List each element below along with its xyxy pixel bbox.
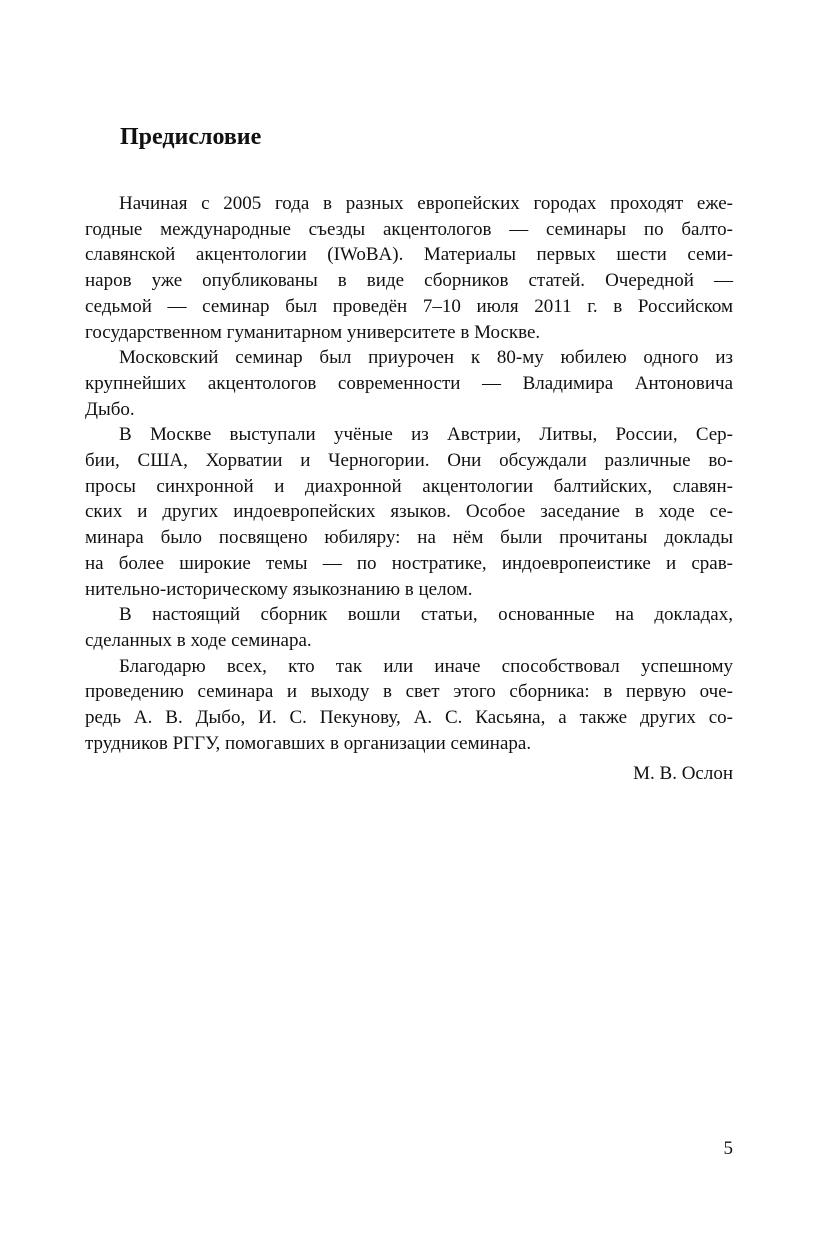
text-line: минара было посвящено юбиляру: на нём были прочитаны доклады — [85, 527, 733, 549]
paragraph-4 — [85, 602, 733, 653]
text-line: проведению семинара и выходу в свет этого сборника: в первую оче- — [85, 681, 733, 703]
paragraph-2 — [85, 345, 733, 422]
text-line: ских и других индоевропейских языков. Особое заседание в ходе се- — [85, 501, 733, 523]
preface-body — [85, 191, 733, 756]
text-line: седьмой — семинар был проведён 7–10 июля 2011 г. в Российском — [85, 295, 733, 317]
text-line: нительно-историческому языкознанию в целом. — [85, 578, 473, 600]
text-line: государственном гуманитарном университете в Москве. — [85, 321, 541, 343]
text-line: крупнейших акцентологов современности — Владимира Антоновича — [85, 372, 733, 394]
text-line: трудников РГГУ, помогавших в организации семинара. — [85, 732, 532, 754]
page-number: 5 — [723, 1138, 733, 1159]
text-line: наров уже опубликованы в виде сборников статей. Очередной — — [85, 270, 733, 292]
author-signature: М. В. Ослон — [633, 763, 733, 784]
text-line: просы синхронной и диахронной акцентологии балтийских, славян- — [85, 475, 733, 497]
paragraph-5 — [85, 654, 733, 757]
text-line: бии, США, Хорватии и Черногории. Они обсуждали различные во- — [85, 450, 733, 472]
text-line: В настоящий сборник вошли статьи, основанные на докладах, — [119, 604, 733, 626]
text-line: редь А. В. Дыбо, И. С. Пекунову, А. С. Касьяна, а также других со- — [85, 707, 733, 729]
text-line: Московский семинар был приурочен к 80-му юбилею одного из — [119, 347, 733, 369]
text-line: сделанных в ходе семинара. — [85, 629, 312, 651]
text-line: славянской акцентологии (IWoBA). Материалы первых шести семи- — [85, 244, 733, 266]
text-line: В Москве выступали учёные из Австрии, Литвы, России, Сер- — [119, 424, 733, 446]
text-line: Дыбо. — [85, 398, 135, 420]
paragraph-3 — [85, 422, 733, 602]
text-line: годные международные съезды акцентологов — семинары по балто- — [85, 218, 733, 240]
text-line: Благодарю всех, кто так или иначе способствовал успешному — [119, 655, 733, 677]
text-line: на более широкие темы — по ностратике, индоевропеистике и срав- — [85, 552, 733, 574]
paragraph-1 — [85, 191, 733, 345]
text-line: Начиная с 2005 года в разных европейских городах проходят еже- — [119, 193, 733, 214]
page-heading: Предисловие — [120, 124, 262, 150]
